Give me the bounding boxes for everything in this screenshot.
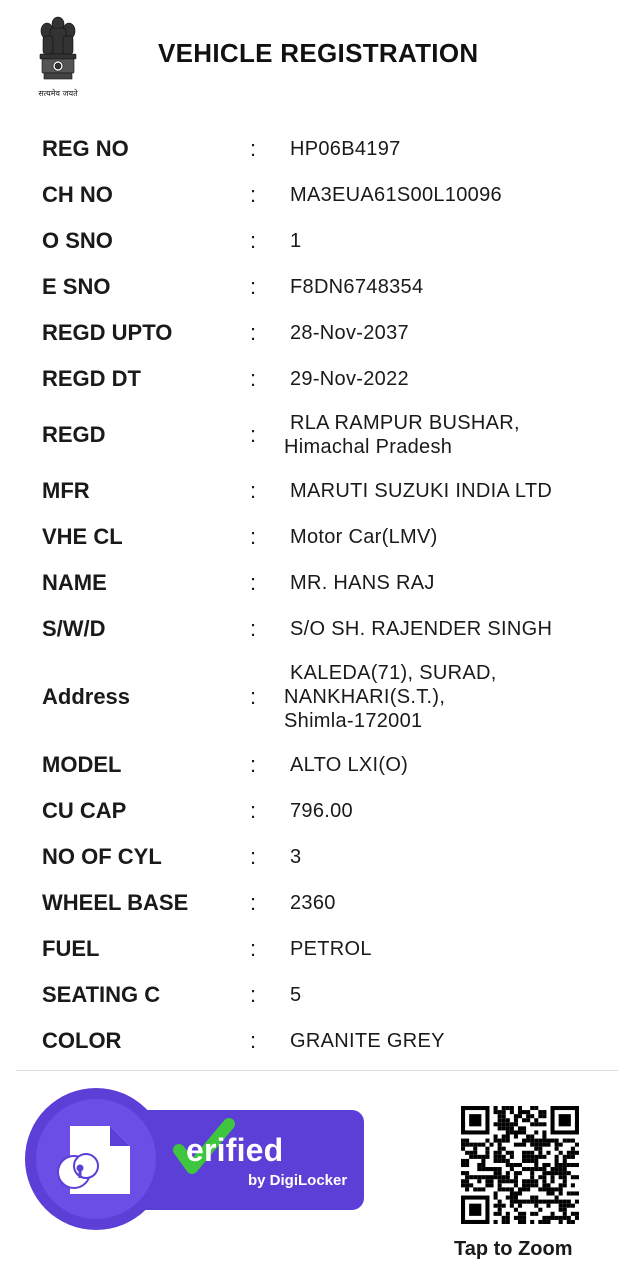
detail-label: MFR [42, 478, 90, 503]
detail-row [0, 742, 635, 788]
detail-label: REGD UPTO [42, 320, 173, 345]
detail-value [290, 229, 301, 253]
detail-separator: : [250, 1028, 257, 1053]
detail-label: NAME [42, 570, 107, 595]
detail-row [0, 560, 635, 606]
detail-value [290, 753, 408, 777]
detail-value [290, 845, 301, 869]
detail-value [284, 661, 497, 733]
detail-row [0, 972, 635, 1018]
detail-label: CU CAP [42, 798, 127, 823]
detail-label: REGD DT [42, 366, 141, 391]
tap-to-zoom-label[interactable]: Tap to Zoom [454, 1238, 573, 1260]
detail-separator: : [250, 752, 257, 777]
detail-separator: : [250, 136, 257, 161]
qr-code-icon[interactable] [461, 1106, 579, 1224]
ashoka-lion-capital-icon [30, 14, 86, 88]
detail-label: O SNO [42, 228, 113, 253]
detail-separator: : [250, 570, 257, 595]
detail-value-line: 5 [290, 984, 302, 1006]
divider [16, 1070, 618, 1071]
detail-value-line: MARUTI SUZUKI INDIA LTD [290, 480, 553, 502]
detail-row [0, 926, 635, 972]
detail-value [290, 479, 552, 503]
detail-separator: : [250, 616, 257, 641]
detail-value-line: RLA RAMPUR BUSHAR, [290, 412, 520, 434]
detail-value-line: 29-Nov-2022 [290, 368, 409, 390]
detail-label: REG NO [42, 136, 129, 161]
detail-row [0, 264, 635, 310]
detail-value [290, 367, 409, 391]
detail-separator: : [250, 422, 257, 447]
digilocker-text: by DigiLocker [248, 1172, 348, 1189]
detail-value [290, 137, 401, 161]
detail-separator: : [250, 478, 257, 503]
detail-value-line: F8DN6748354 [290, 276, 424, 298]
page-title: VEHICLE REGISTRATION [158, 38, 479, 68]
detail-value-line: MA3EUA61S00L10096 [290, 184, 502, 206]
detail-value-line: Motor Car(LMV) [290, 526, 438, 548]
detail-label: VHE CL [42, 524, 123, 549]
detail-value-line: MR. HANS RAJ [290, 572, 435, 594]
detail-label: NO OF CYL [42, 844, 162, 869]
detail-row [0, 310, 635, 356]
detail-value [284, 411, 520, 459]
detail-separator: : [250, 366, 257, 391]
detail-value-line: 2360 [290, 892, 336, 914]
detail-value [290, 891, 336, 915]
detail-row [0, 126, 635, 172]
detail-row [0, 606, 635, 652]
detail-separator: : [250, 182, 257, 207]
detail-row [0, 1018, 635, 1064]
detail-label: SEATING C [42, 982, 161, 1007]
detail-value [290, 571, 435, 595]
detail-label: WHEEL BASE [42, 890, 189, 915]
detail-value [290, 1029, 445, 1053]
detail-separator: : [250, 982, 257, 1007]
detail-value [290, 617, 552, 641]
detail-value [290, 799, 353, 823]
detail-value [290, 321, 409, 345]
emblem-caption: सत्यमेव जयते [38, 89, 78, 98]
detail-value-line: 796.00 [290, 800, 353, 822]
detail-separator: : [250, 844, 257, 869]
detail-value-line: GRANITE GREY [290, 1030, 445, 1052]
detail-row [0, 172, 635, 218]
detail-row [0, 514, 635, 560]
detail-label: Address [42, 684, 131, 709]
detail-row [0, 218, 635, 264]
detail-value [290, 525, 438, 549]
detail-value-line: 1 [290, 230, 302, 252]
detail-separator: : [250, 320, 257, 345]
detail-label: MODEL [42, 752, 122, 777]
detail-row [0, 468, 635, 514]
detail-value [290, 983, 301, 1007]
detail-separator: : [250, 524, 257, 549]
national-emblem [30, 14, 86, 100]
detail-label: COLOR [42, 1028, 122, 1053]
detail-row [0, 402, 635, 468]
detail-value-line: KALEDA(71), SURAD, [290, 662, 497, 684]
detail-row [0, 880, 635, 926]
detail-value-line: 3 [290, 846, 302, 868]
detail-value [290, 937, 372, 961]
detail-row [0, 356, 635, 402]
detail-value [290, 275, 423, 299]
detail-value-line: Shimla-172001 [284, 710, 423, 732]
detail-value-line: HP06B4197 [290, 138, 401, 160]
detail-row [0, 652, 635, 742]
detail-value-line: NANKHARI(S.T.), [284, 686, 446, 708]
verified-text: erified [186, 1132, 284, 1168]
detail-label: S/W/D [42, 616, 106, 641]
detail-label: E SNO [42, 274, 111, 299]
detail-value-line: Himachal Pradesh [284, 436, 453, 458]
detail-value-line: PETROL [290, 938, 372, 960]
details-list [0, 126, 635, 1064]
detail-value [290, 183, 502, 207]
detail-value-line: 28-Nov-2037 [290, 322, 409, 344]
detail-label: REGD [42, 422, 106, 447]
detail-row [0, 788, 635, 834]
detail-separator: : [250, 936, 257, 961]
detail-separator: : [250, 274, 257, 299]
detail-separator: : [250, 684, 257, 709]
detail-value-line: S/O SH. RAJENDER SINGH [290, 618, 553, 640]
detail-row [0, 834, 635, 880]
detail-separator: : [250, 890, 257, 915]
detail-separator: : [250, 798, 257, 823]
detail-label: CH NO [42, 182, 113, 207]
header [0, 0, 635, 110]
detail-value-line: ALTO LXI(O) [290, 754, 409, 776]
detail-separator: : [250, 228, 257, 253]
detail-label: FUEL [42, 936, 100, 961]
